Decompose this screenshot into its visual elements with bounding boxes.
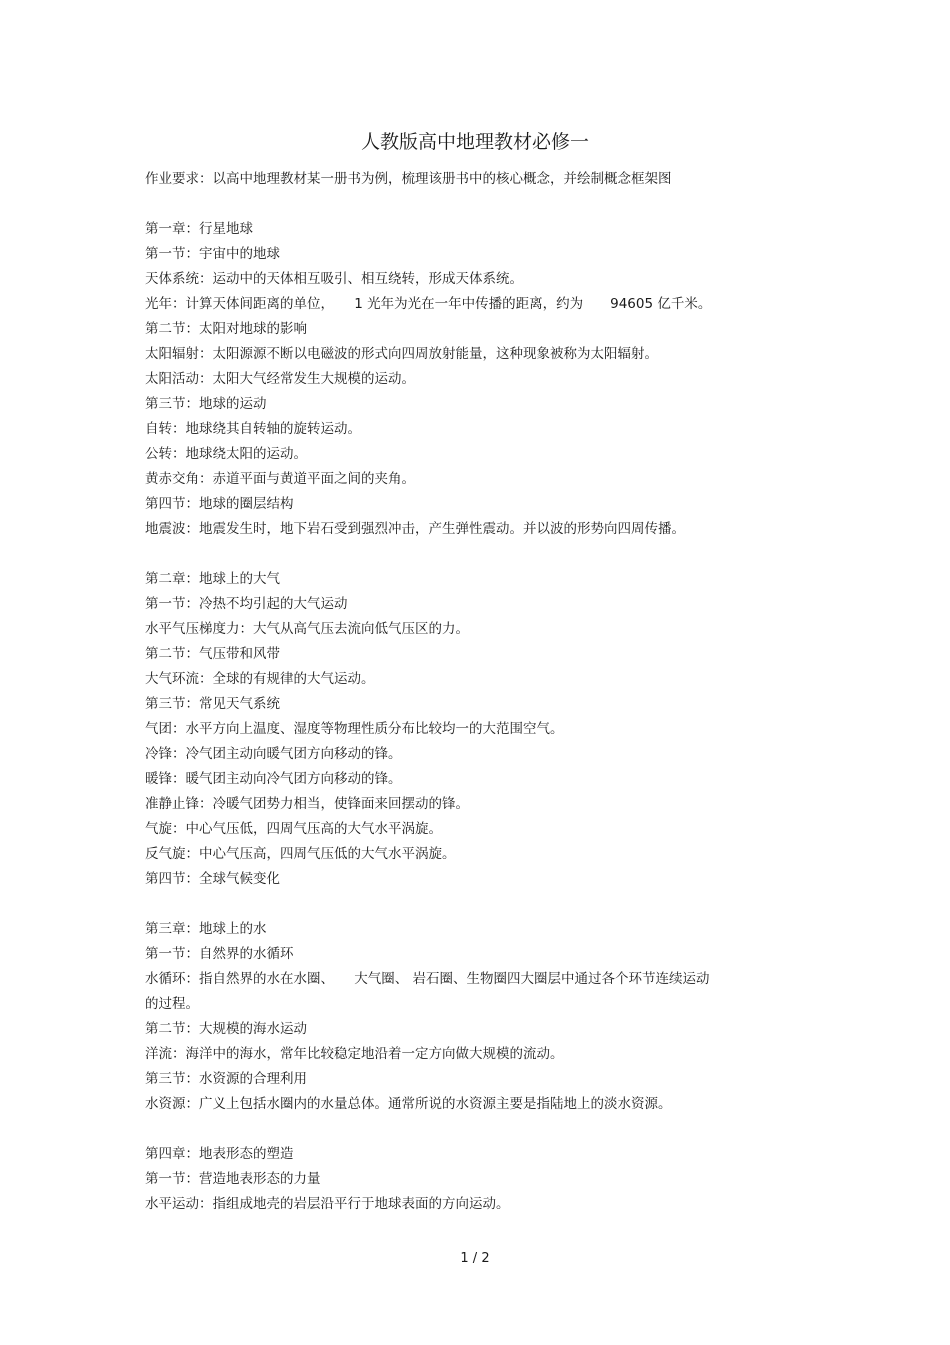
chapter-heading: 第四章：地表形态的塑造	[145, 1146, 294, 1162]
text-line: 气旋：中心气压低，四周气压高的大气水平涡旋。	[145, 821, 442, 837]
text-line: 大气环流：全球的有规律的大气运动。	[145, 671, 375, 687]
text-line: 第一节：营造地表形态的力量	[145, 1171, 321, 1187]
text-line: 气团：水平方向上温度、湿度等物理性质分布比较均一的大范围空气。	[145, 721, 564, 737]
text-line: 第一节：自然界的水循环	[145, 946, 294, 962]
text-line: 反气旋：中心气压高，四周气压低的大气水平涡旋。	[145, 846, 456, 862]
text-line: 水平运动：指组成地壳的岩层沿平行于地球表面的方向运动。	[145, 1196, 510, 1212]
text-line: 洋流：海洋中的海水，常年比较稳定地沿着一定方向做大规模的流动。	[145, 1046, 564, 1062]
text-line: 太阳活动：太阳大气经常发生大规模的运动。	[145, 371, 415, 387]
text-line: 太阳辐射：太阳源源不断以电磁波的形式向四周放射能量，这种现象被称为太阳辐射。	[145, 346, 658, 362]
text-line: 公转：地球绕太阳的运动。	[145, 446, 307, 462]
text-line: 第三节：常见天气系统	[145, 696, 280, 712]
document-body	[145, 217, 785, 1217]
text-line: 暖锋：暖气团主动向冷气团方向移动的锋。	[145, 771, 402, 787]
text-line: 第二节：大规模的海水运动	[145, 1021, 307, 1037]
section-gap	[145, 892, 785, 917]
chapter-heading: 第二章：地球上的大气	[145, 571, 280, 587]
assignment-requirement: 作业要求：以高中地理教材某一册书为例，梳理该册书中的核心概念，并绘制概念框架图	[145, 171, 672, 187]
page-indicator: 1 / 2	[460, 1251, 490, 1266]
document-title: 人教版高中地理教材必修一	[360, 131, 589, 153]
text-line: 第三节：水资源的合理利用	[145, 1071, 307, 1087]
chapter-heading: 第三章：地球上的水	[145, 921, 267, 937]
text-line: 光年：计算天体间距离的单位， 1 光年为光在一年中传播的距离，约为 94605 亿千米。	[145, 296, 712, 312]
text-line: 的过程。	[145, 996, 199, 1012]
text-line: 天体系统：运动中的天体相互吸引、相互绕转，形成天体系统。	[145, 271, 523, 287]
text-line: 第二节：气压带和风带	[145, 646, 280, 662]
section-gap	[145, 542, 785, 567]
text-line: 自转：地球绕其自转轴的旋转运动。	[145, 421, 361, 437]
text-line: 地震波：地震发生时，地下岩石受到强烈冲击，产生弹性震动。并以波的形势向四周传播。	[145, 521, 685, 537]
text-line: 水循环：指自然界的水在水圈、 大气圈、 岩石圈、生物圈四大圈层中通过各个环节连续运动	[145, 971, 710, 987]
text-line: 第二节：太阳对地球的影响	[145, 321, 307, 337]
text-line: 黄赤交角：赤道平面与黄道平面之间的夹角。	[145, 471, 415, 487]
text-line: 准静止锋：冷暖气团势力相当，使锋面来回摆动的锋。	[145, 796, 469, 812]
text-line: 水平气压梯度力：大气从高气压去流向低气压区的力。	[145, 621, 469, 637]
text-line: 第四节：全球气候变化	[145, 871, 280, 887]
text-line: 水资源：广义上包括水圈内的水量总体。通常所说的水资源主要是指陆地上的淡水资源。	[145, 1096, 672, 1112]
text-line: 第四节：地球的圈层结构	[145, 496, 294, 512]
chapter-heading: 第一章：行星地球	[145, 221, 253, 237]
section-gap	[145, 1117, 785, 1142]
text-line: 冷锋：冷气团主动向暖气团方向移动的锋。	[145, 746, 402, 762]
text-line: 第一节：冷热不均引起的大气运动	[145, 596, 348, 612]
text-line: 第三节：地球的运动	[145, 396, 267, 412]
text-line: 第一节：宇宙中的地球	[145, 246, 280, 262]
